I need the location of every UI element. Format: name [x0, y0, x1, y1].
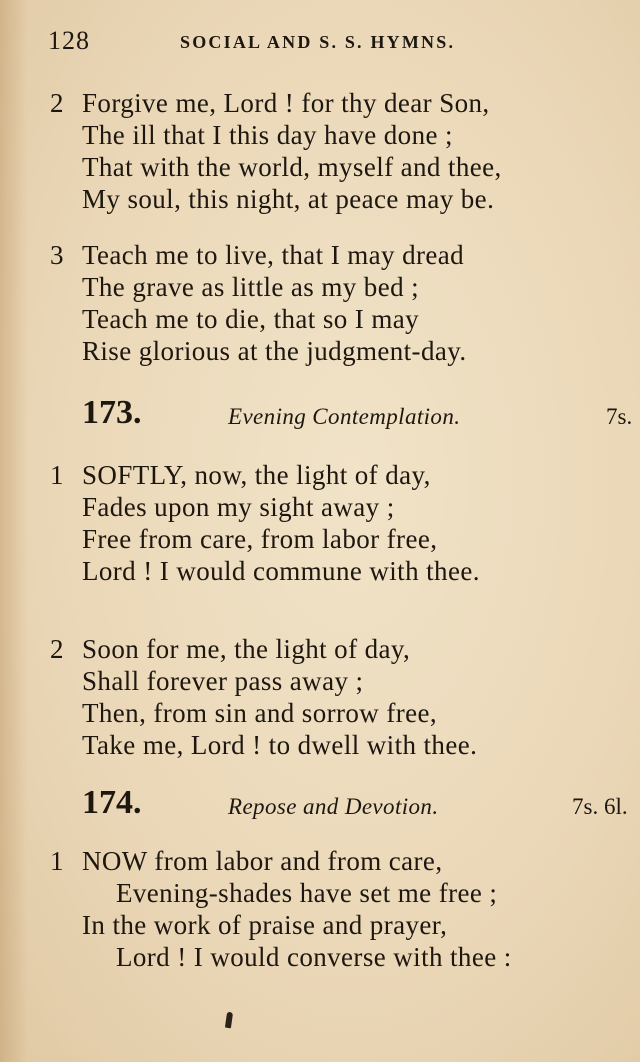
verse-line: That with the world, myself and thee, — [82, 152, 502, 182]
verse-line: Forgive me, Lord ! for thy dear Son, — [82, 88, 490, 118]
verse-line: Lord ! I would commune with thee. — [82, 556, 480, 586]
hymn-meter: 7s. 6l. — [572, 794, 628, 819]
verse-line: Teach me to live, that I may dread — [82, 240, 465, 270]
verse-line: The grave as little as my bed ; — [82, 272, 420, 302]
verse-line: Rise glorious at the judgment-day. — [82, 336, 467, 366]
verse-line: Shall forever pass away ; — [82, 666, 364, 696]
verse-line: Free from care, from labor free, — [82, 524, 438, 554]
page-number: 128 — [48, 26, 90, 55]
ink-mark — [225, 1012, 233, 1029]
verse-line: In the work of praise and prayer, — [82, 910, 448, 940]
verse-line: SOFTLY, now, the light of day, — [82, 460, 431, 490]
page-header — [48, 26, 608, 56]
stanza-number: 2 — [50, 634, 64, 664]
verse-line: Then, from sin and sorrow free, — [82, 698, 438, 728]
verse-line: Teach me to die, that so I may — [82, 304, 420, 334]
verse-line: Soon for me, the light of day, — [82, 634, 411, 664]
hymn-meter: 7s. — [606, 404, 633, 429]
page-edge-shadow — [0, 0, 28, 1062]
verse-line: Take me, Lord ! to dwell with thee. — [82, 730, 478, 760]
verse-line: The ill that I this day have done ; — [82, 120, 453, 150]
stanza-number: 1 — [50, 846, 64, 876]
running-title: SOCIAL AND S. S. HYMNS. — [180, 32, 456, 52]
stanza-number: 2 — [50, 88, 64, 118]
verse-line: Lord ! I would converse with thee : — [116, 942, 512, 972]
stanza-number: 1 — [50, 460, 64, 490]
verse-line: Fades upon my sight away ; — [82, 492, 395, 522]
verse-line: NOW from labor and from care, — [82, 846, 443, 876]
verse-line: My soul, this night, at peace may be. — [82, 184, 495, 214]
hymn-title: Repose and Devotion. — [228, 794, 439, 819]
hymn-number: 174. — [82, 784, 142, 821]
hymn-number: 173. — [82, 394, 142, 431]
stanza-number: 3 — [50, 240, 64, 270]
verse-line: Evening-shades have set me free ; — [116, 878, 498, 908]
hymn-title: Evening Contemplation. — [228, 404, 461, 429]
